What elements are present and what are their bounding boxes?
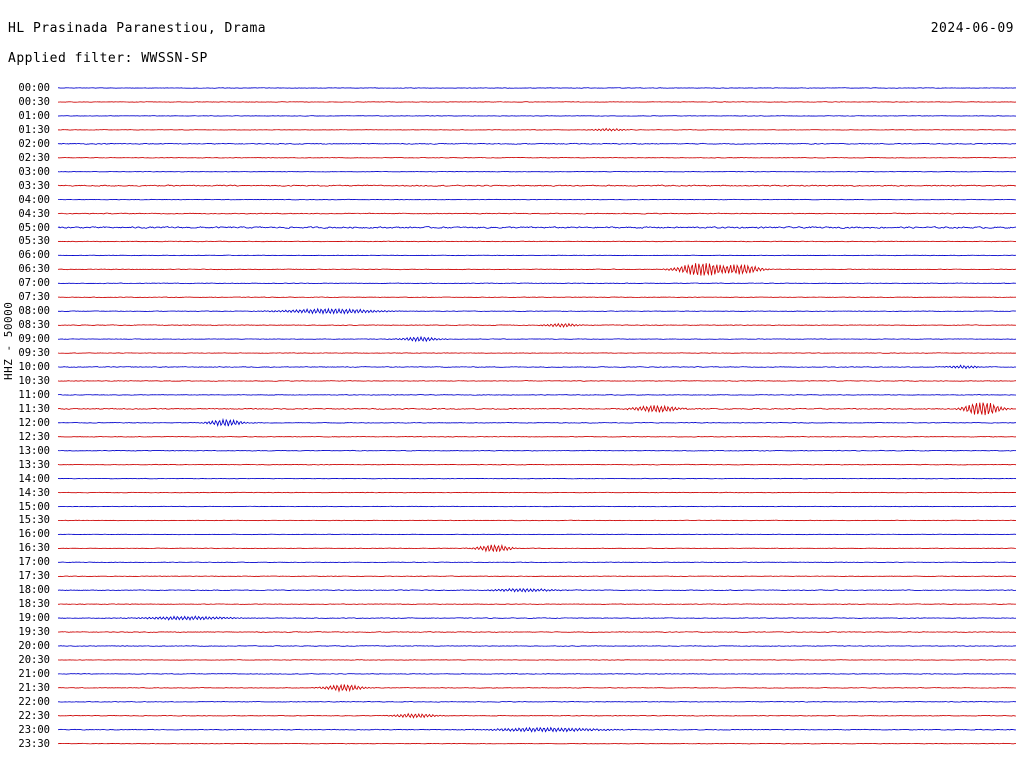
time-tick-label: 07:00 — [18, 277, 50, 290]
trace-line — [58, 520, 1016, 521]
trace-line — [58, 728, 1016, 732]
time-tick-label: 10:30 — [18, 374, 50, 387]
time-tick-label: 16:30 — [18, 542, 50, 555]
trace-line — [58, 353, 1016, 354]
time-tick-label: 20:30 — [18, 653, 50, 666]
trace-line — [58, 436, 1016, 437]
seismogram-canvas — [0, 78, 1024, 778]
trace-line — [58, 450, 1016, 451]
trace-line — [58, 714, 1016, 718]
trace-line — [58, 646, 1016, 647]
trace-line — [58, 534, 1016, 535]
trace-line — [58, 255, 1016, 256]
trace-line — [58, 283, 1016, 284]
trace-line — [58, 616, 1016, 620]
time-tick-label: 20:00 — [18, 640, 50, 652]
time-tick-label: 11:30 — [18, 402, 50, 415]
time-tick-label: 22:30 — [18, 709, 50, 722]
time-tick-label: 01:00 — [18, 109, 50, 122]
trace-line — [58, 381, 1016, 382]
time-tick-label: 21:30 — [18, 681, 50, 694]
time-tick-label: 05:30 — [18, 235, 50, 248]
applied-filter-label: Applied filter: WWSSN-SP — [8, 51, 208, 66]
trace-line — [58, 420, 1016, 427]
trace-line — [58, 241, 1016, 242]
time-tick-label: 17:00 — [18, 556, 50, 569]
trace-line — [58, 545, 1016, 552]
trace-line — [58, 128, 1016, 130]
trace-line — [58, 337, 1016, 341]
time-tick-label: 15:30 — [18, 514, 50, 527]
time-tick-label: 02:30 — [18, 151, 50, 164]
trace-line — [58, 102, 1016, 103]
time-tick-label: 10:00 — [18, 361, 50, 373]
time-tick-label: 04:30 — [18, 207, 50, 220]
time-tick-label: 04:00 — [18, 193, 50, 206]
trace-line — [58, 403, 1016, 415]
trace-line — [58, 143, 1016, 144]
time-tick-label: 02:00 — [18, 137, 50, 150]
trace-line — [58, 365, 1016, 368]
trace-line — [58, 185, 1016, 186]
time-tick-label: 14:00 — [18, 472, 50, 485]
record-date: 2024-06-09 — [930, 21, 1014, 36]
trace-line — [58, 297, 1016, 298]
trace-line — [58, 171, 1016, 172]
time-tick-label: 07:30 — [18, 291, 50, 304]
trace-line — [58, 157, 1016, 158]
trace-line — [58, 684, 1016, 691]
trace-line — [58, 199, 1016, 200]
time-tick-label: 12:30 — [18, 430, 50, 443]
time-tick-label: 08:30 — [18, 319, 50, 332]
time-tick-label: 03:30 — [18, 179, 50, 192]
time-tick-label: 23:00 — [18, 723, 50, 736]
time-tick-label: 19:00 — [18, 612, 50, 625]
trace-line — [58, 263, 1016, 275]
trace-line — [58, 324, 1016, 327]
time-tick-label: 23:30 — [18, 737, 50, 750]
trace-line — [58, 227, 1016, 229]
time-tick-label: 18:00 — [18, 584, 50, 597]
time-tick-label: 18:30 — [18, 598, 50, 611]
time-tick-label: 15:00 — [18, 500, 50, 513]
trace-line — [58, 576, 1016, 577]
trace-line — [58, 589, 1016, 592]
trace-line — [58, 464, 1016, 465]
trace-line — [58, 701, 1016, 702]
time-tick-label: 01:30 — [18, 123, 50, 136]
trace-line — [58, 478, 1016, 479]
time-tick-label: 14:30 — [18, 486, 50, 499]
trace-line — [58, 562, 1016, 563]
trace-line — [58, 604, 1016, 605]
trace-line — [58, 395, 1016, 396]
time-tick-label: 21:00 — [18, 667, 50, 680]
time-tick-label: 08:00 — [18, 305, 50, 318]
trace-line — [58, 506, 1016, 507]
time-tick-label: 17:30 — [18, 570, 50, 583]
time-tick-label: 09:00 — [18, 333, 50, 346]
y-axis-label: HHZ - 50000 — [2, 301, 15, 380]
trace-line — [58, 213, 1016, 214]
time-tick-label: 00:30 — [18, 95, 50, 108]
trace-line — [58, 116, 1016, 117]
helicorder-plot — [0, 78, 1024, 778]
trace-line — [58, 674, 1016, 675]
time-tick-label: 13:00 — [18, 444, 50, 457]
time-tick-label: 06:30 — [18, 263, 50, 276]
trace-line — [58, 88, 1016, 89]
time-tick-label: 00:00 — [18, 82, 50, 94]
time-tick-label: 22:00 — [18, 695, 50, 708]
time-tick-label: 16:00 — [18, 528, 50, 541]
time-tick-label: 03:00 — [18, 165, 50, 178]
time-tick-label: 12:00 — [18, 416, 50, 429]
trace-line — [58, 492, 1016, 493]
trace-line — [58, 743, 1016, 744]
trace-line — [58, 660, 1016, 661]
trace-line — [58, 309, 1016, 314]
chart-header — [0, 0, 1024, 78]
page-title: HL Prasinada Paranestiou, Drama — [8, 21, 267, 36]
time-tick-label: 19:30 — [18, 626, 50, 639]
time-tick-label: 11:00 — [18, 388, 50, 401]
time-tick-label: 09:30 — [18, 347, 50, 360]
time-tick-label: 05:00 — [18, 221, 50, 234]
time-tick-label: 06:00 — [18, 249, 50, 262]
time-tick-label: 13:30 — [18, 458, 50, 471]
trace-line — [58, 632, 1016, 633]
